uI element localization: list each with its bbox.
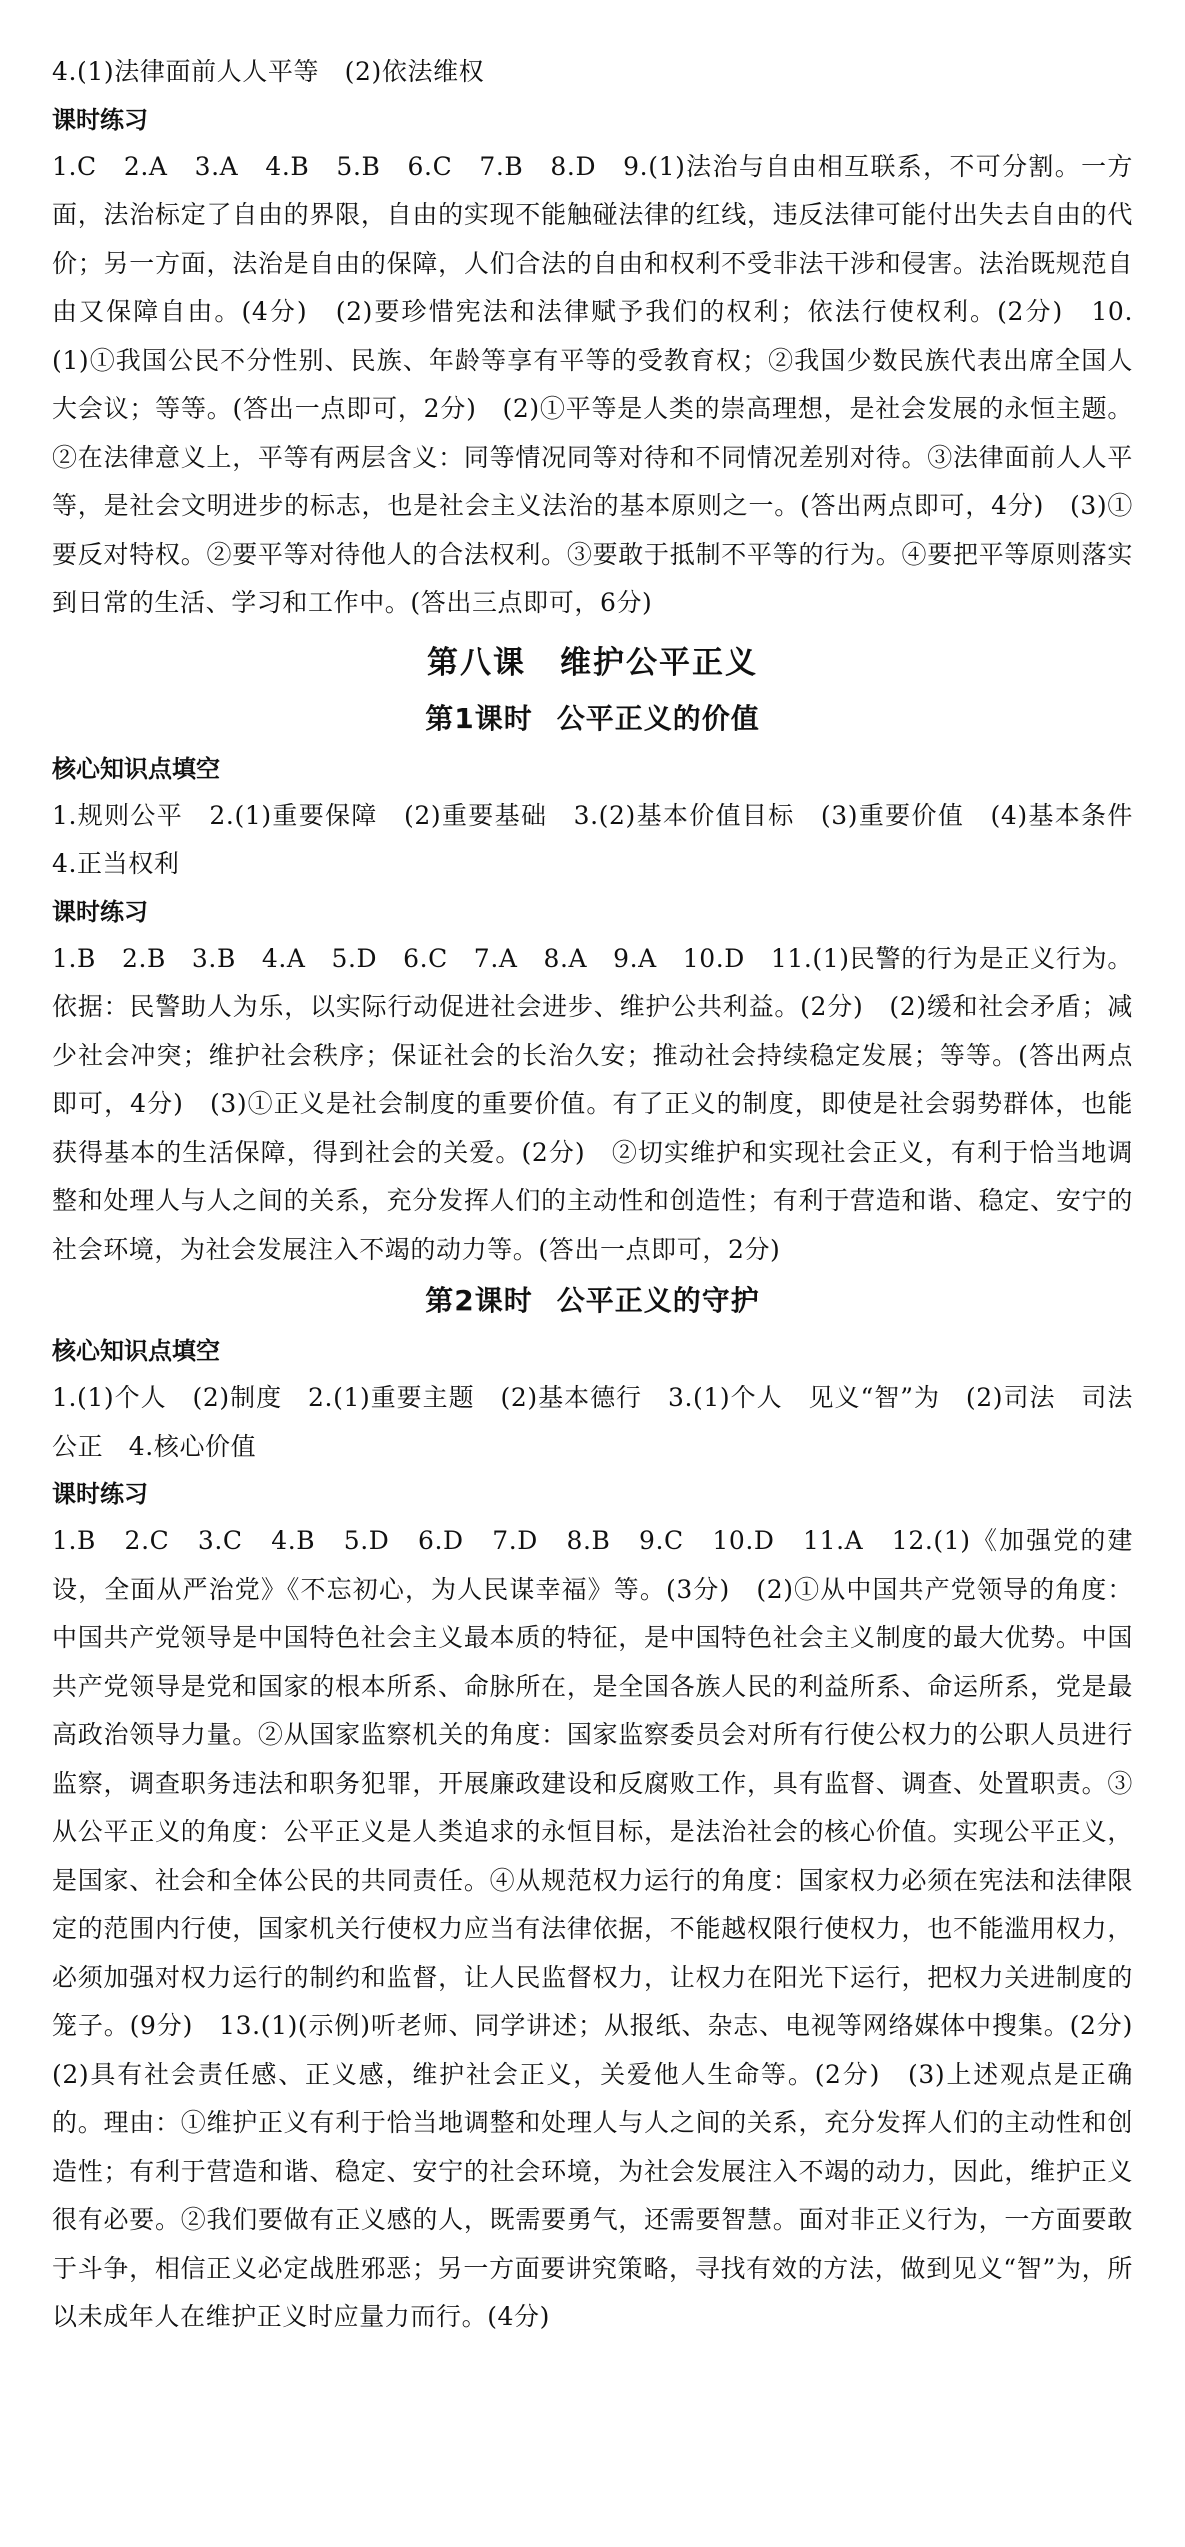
lesson-name: 维护公平正义 — [560, 644, 758, 681]
period-1-practice-label: 课时练习 — [52, 897, 148, 926]
period-2-practice-answers: 1.B 2.C 3.C 4.B 5.D 6.D 7.D 8.B 9.C 10.D 11.A 12.(1)《加强党的建设，全面从严治党》《不忘初心，为人民谋幸福》等。(3分) (2)①从中国共产党领导的角度：中国共产党领导是中国特色社会主义最本质的特征，是中国特色社会主义制度的最大优势。中国共产党领导是党和国家的根本所系、命脉所在，是全国各族人民的利益所系、命运所系，党是最高政治领导力量。②从国家监察机关的角度：国家监察委员会对所有行使公权力的公职人员进行监察，调查职务违法和职务犯罪，开展廉政建设和反腐败工作，具有监督、调查、处置职责。③从公平正义的角度：公平正义是人类追求的永恒目标，是法治社会的核心价值。实现公平正义，是国家、社会和全体公民的共同责任。④从规范权力运行的角度：国家权力必须在宪法和法律限定的范围内行使，国家机关行使权力应当有法律依据，不能越权限行使权力，也不能滥用权力，必须加强对权力运行的制约和监督，让人民监督权力，让权力在阳光下运行，把权力关进制度的笼子。(9分) 13.(1)(示例)听老师、同学讲述；从报纸、杂志、电视等网络媒体中搜集。(2分) (2)具有社会责任感、正义感，维护社会正义，关爱他人生命等。(2分) (3)上述观点是正确的。理由：①维护正义有利于恰当地调整和处理人与人之间的关系，充分发挥人们的主动性和创造性；有利于营造和谐、稳定、安宁的社会环境，为社会发展注入不竭的动力，因此，维护正义很有必要。②我们要做有正义感的人，既需要勇气，还需要智慧。面对非正义行为，一方面要敢于斗争，相信正义必定战胜邪恶；另一方面要讲究策略，寻找有效的方法，做到见义“智”为，所以未成年人在维护正义时应量力而行。(4分) — [52, 1526, 1159, 2331]
period-1-core-answers: 1.规则公平 2.(1)重要保障 (2)重要基础 3.(2)基本价值目标 (3)重要价值 (4)基本条件 4.正当权利 — [52, 800, 1159, 878]
period-2-title — [52, 1274, 1133, 1328]
lesson-number: 第八课 — [427, 644, 526, 681]
prev-practice-label: 课时练习 — [52, 105, 148, 134]
period-2-name: 公平正义的守护 — [556, 1284, 760, 1317]
lesson-title — [52, 634, 1133, 692]
top-answer-item: 4.(1)法律面前人人平等 (2)依法维权 — [52, 57, 485, 86]
period-2-practice-label: 课时练习 — [52, 1480, 148, 1508]
period-1-practice-answers: 1.B 2.B 3.B 4.A 5.D 6.C 7.A 8.A 9.A 10.D 11.(1)民警的行为是正义行为。依据：民警助人为乐，以实际行动促进社会进步、维护公共利益。(2分) (2)缓和社会矛盾；减少社会冲突；维护社会秩序；保证社会的长治久安；推动社会持续稳定发展；等等。(答出两点即可，4分) (3)①正义是社会制度的重要价值。有了正义的制度，即使是社会弱势群体，也能获得基本的生活保障，得到社会的关爱。(2分) ②切实维护和实现社会正义，有利于恰当地调整和处理人与人之间的关系，充分发挥人们的主动性和创造性；有利于营造和谐、稳定、安宁的社会环境，为社会发展注入不竭的动力等。(答出一点即可，2分) — [52, 943, 1133, 1264]
period-2-core-answers: 1.(1)个人 (2)制度 2.(1)重要主题 (2)基本德行 3.(1)个人 见义“智”为 (2)司法 司法公正 4.核心价值 — [52, 1383, 1133, 1461]
period-2-number: 第2课时 — [425, 1284, 533, 1317]
period-1-core-label: 核心知识点填空 — [52, 754, 220, 783]
period-1-title — [52, 692, 1133, 746]
period-1-name: 公平正义的价值 — [556, 701, 760, 735]
prev-practice-answers: 1.C 2.A 3.A 4.B 5.B 6.C 7.B 8.D 9.(1)法治与自由相互联系，不可分割。一方面，法治标定了自由的界限，自由的实现不能触碰法律的红线，违反法律可能付出失去自由的代价；另一方面，法治是自由的保障，人们合法的自由和权利不受非法干涉和侵害。法治既规范自由又保障自由。(4分) (2)要珍惜宪法和法律赋予我们的权利；依法行使权利。(2分) 10.(1)①我国公民不分性别、民族、年龄等享有平等的受教育权；②我国少数民族代表出席全国人大会议；等等。(答出一点即可，2分) (2)①平等是人类的崇高理想，是社会发展的永恒主题。②在法律意义上，平等有两层含义：同等情况同等对待和不同情况差别对待。③法律面前人人平等，是社会文明进步的标志，也是社会主义法治的基本原则之一。(答出两点即可，4分) (3)①要反对特权。②要平等对待他人的合法权利。③要敢于抵制不平等的行为。④要把平等原则落实到日常的生活、学习和工作中。(答出三点即可，6分) — [52, 151, 1133, 617]
period-1-number: 第1课时 — [425, 701, 533, 735]
period-2-core-label: 核心知识点填空 — [52, 1337, 220, 1365]
